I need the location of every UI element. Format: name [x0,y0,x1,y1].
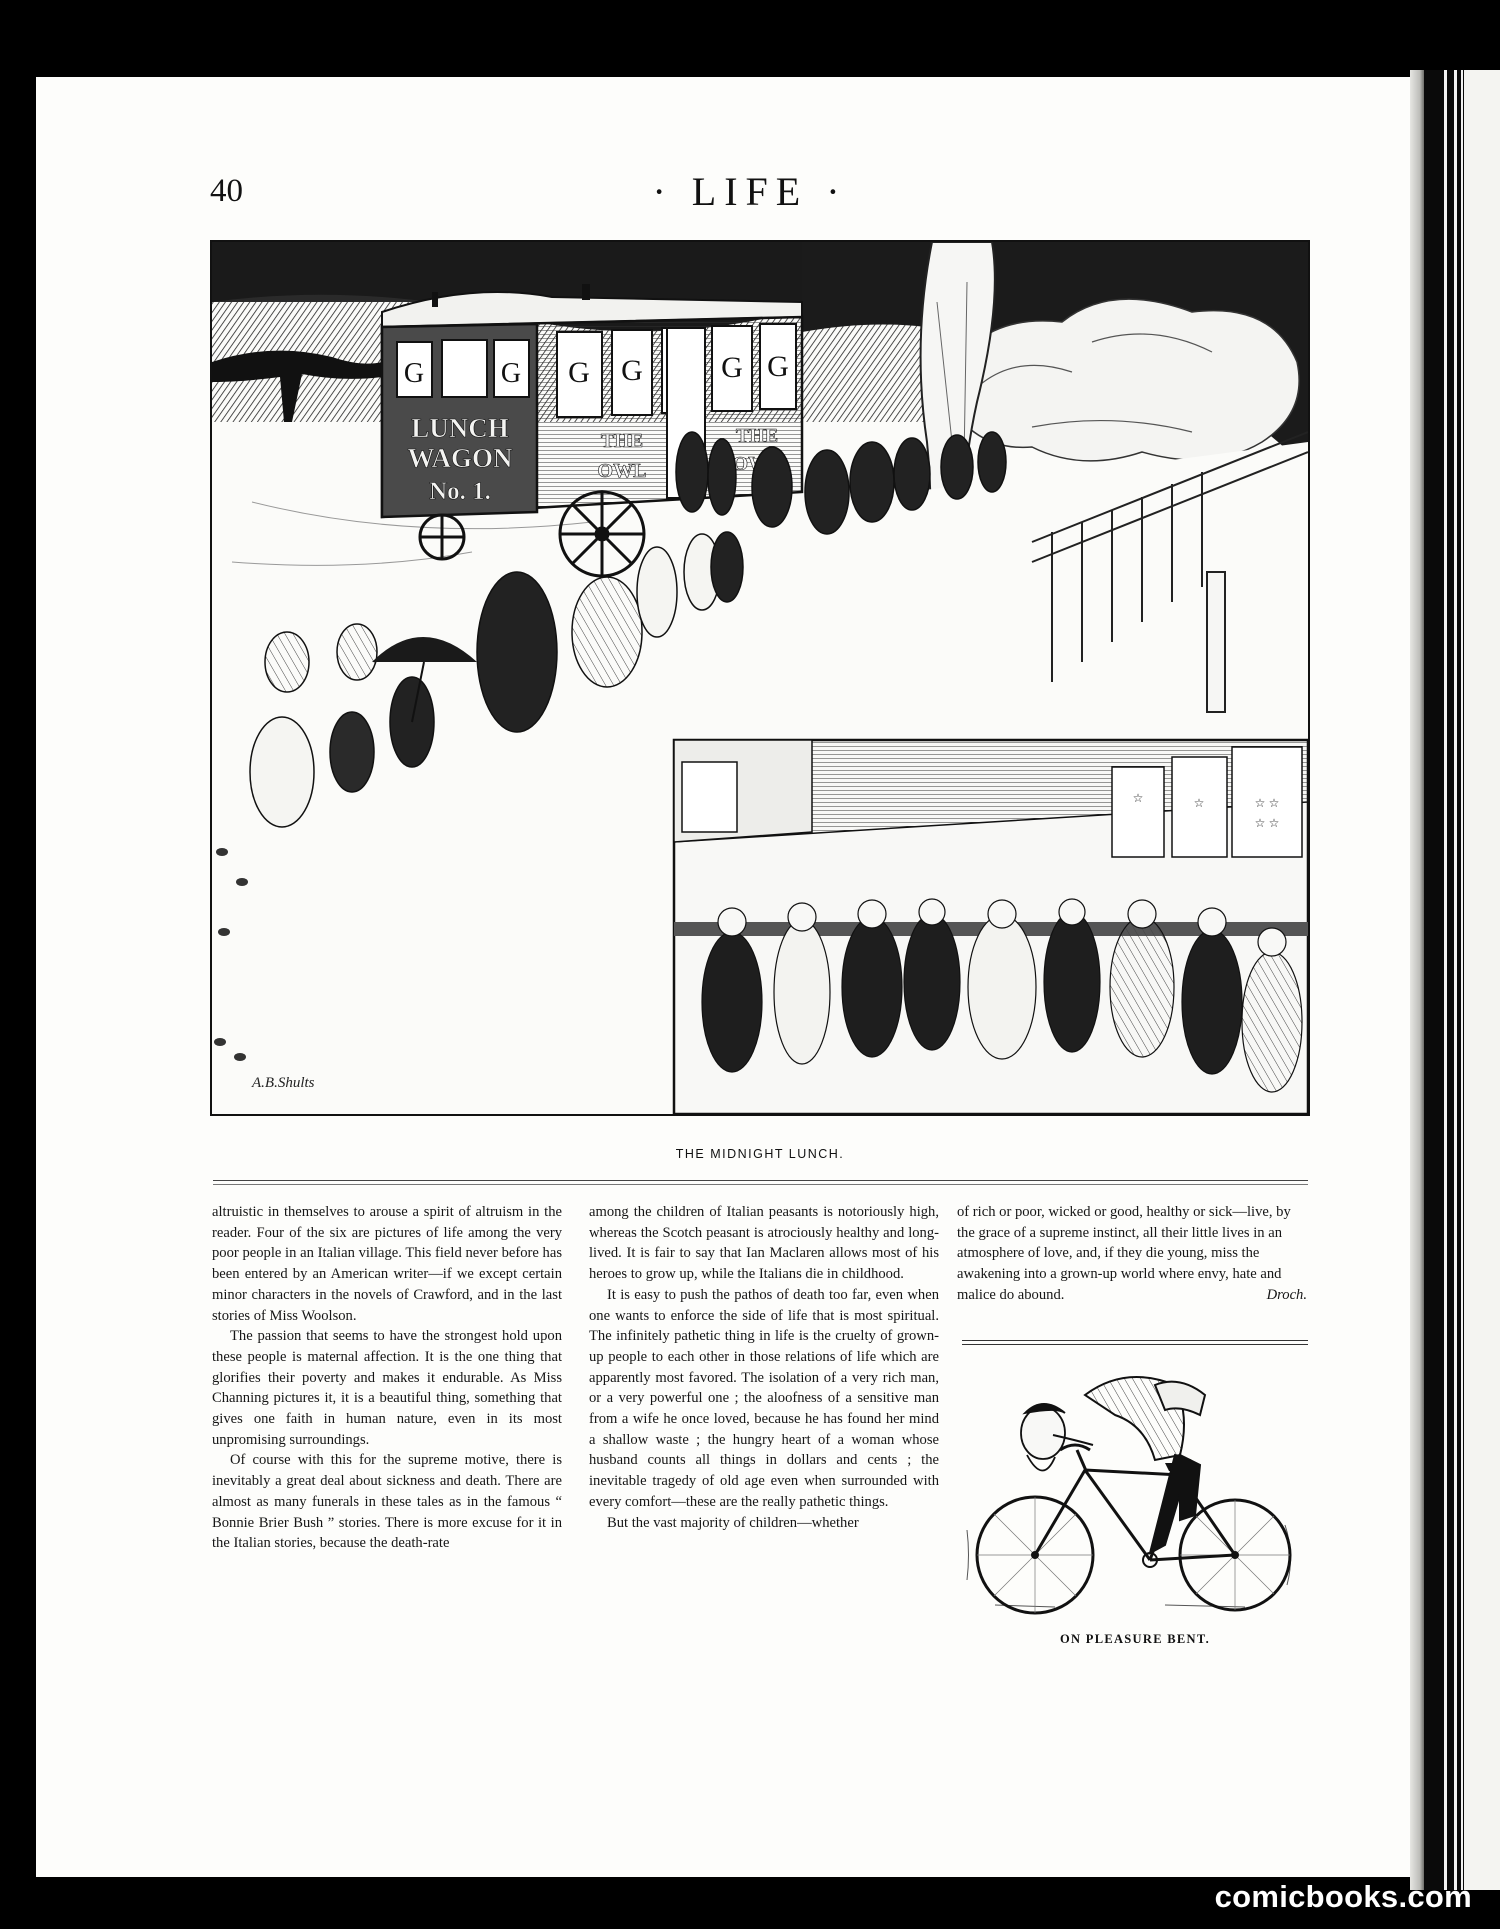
svg-text:G: G [568,356,590,389]
facing-page-edge [1464,70,1500,1890]
paragraph [957,1202,1307,1306]
column-divider [962,1340,1308,1345]
masthead-title: · LIFE · [652,169,848,214]
page-number: 40 [210,173,243,209]
illustration-caption: THE MIDNIGHT LUNCH. [675,1147,845,1161]
svg-text:THE: THE [735,425,779,447]
svg-text:☆ ☆: ☆ ☆ [1254,816,1280,830]
paragraph: It is easy to push the pathos of death too far, even when one wants to enforce the side of life that is most spiritual. The infinitely pathetic thing in life is the cruelty of grown-up people to each other in those relations of life which are apparently most favored. The isolation of a very rich man, or a very powerful one ; the aloofness of a sensitive man from a wife he once loved, because he has found her mind a shallow waste ; the hungry heart of a woman whose husband counts all things in dollars and cents ; the inevitable tragedy of old age even when surrounded with every comfort—these are the really pathetic things. [589,1286,939,1510]
page-fold [1410,70,1424,1890]
bicycle-cartoon [965,1355,1305,1625]
svg-text:G: G [721,351,743,384]
section-divider [213,1180,1308,1185]
midnight-lunch-illustration [210,240,1310,1116]
inset-interior-scene [674,740,1308,1114]
svg-text:☆ ☆: ☆ ☆ [1254,796,1280,810]
bicycle-caption: ON PLEASURE BENT. [1059,1632,1211,1646]
svg-text:G: G [767,350,789,383]
paragraph: But the vast majority of children—whether [607,1514,859,1531]
svg-text:☆: ☆ [1193,796,1205,810]
svg-text:THE: THE [600,430,644,452]
svg-text:G: G [621,354,643,387]
paragraph: Of course with this for the supreme motive, there is inevitably a great deal about sickness and death. There are almost as many funerals in these tales as in the famous “ Bonnie Brier Bush ” stories. There is more excuse for it in the Italian stories, because the death-rate [212,1452,562,1552]
article-column-2 [589,1202,939,1533]
svg-text:LUNCH: LUNCH [411,413,509,443]
svg-text:A.B.Shults: A.B.Shults [252,1075,315,1091]
article-column-1 [212,1202,562,1554]
author-signature: Droch. [1266,1286,1307,1303]
paragraph: The passion that seems to have the strongest hold upon these people is maternal affection. It is the one thing that glorifies their poverty and makes it endurable. As Miss Channing pictures it, it is a beautiful thing, something that gives one faith in human nature, even in its most unpromising surroundings. [212,1328,562,1448]
svg-text:No. 1.: No. 1. [429,478,491,505]
svg-text:☆: ☆ [1132,791,1144,805]
article-column-3 [957,1202,1307,1306]
svg-text:OWL: OWL [597,460,647,482]
paragraph: among the children of Italian peasants is notoriously high, whereas the Scotch peasant is atrociously healthy and long-lived. It is fair to say that Ian Maclaren allows most of his heroes to grow up, while the Italians die in childhood. [589,1204,939,1283]
paragraph-text: of rich or poor, wicked or good, healthy or sick—live, by the grace of a supreme instinct, all their little lives in an atmosphere of love, and, if they die young, miss the awakening into a grown-up world where envy, hate and malice do abound. [957,1204,1291,1303]
svg-text:G: G [500,358,522,389]
paragraph: altruistic in themselves to arouse a spirit of altruism in the reader. Four of the six are pictures of life among the very poor people in an Italian village. This field never before has been entered by an American writer—if we except certain minor characters in the novels of Crawford, and in the last stories of Miss Woolson. [212,1204,562,1324]
site-watermark: comicbooks.com [1214,1879,1472,1914]
svg-text:G: G [403,358,425,389]
svg-text:WAGON: WAGON [407,443,513,473]
